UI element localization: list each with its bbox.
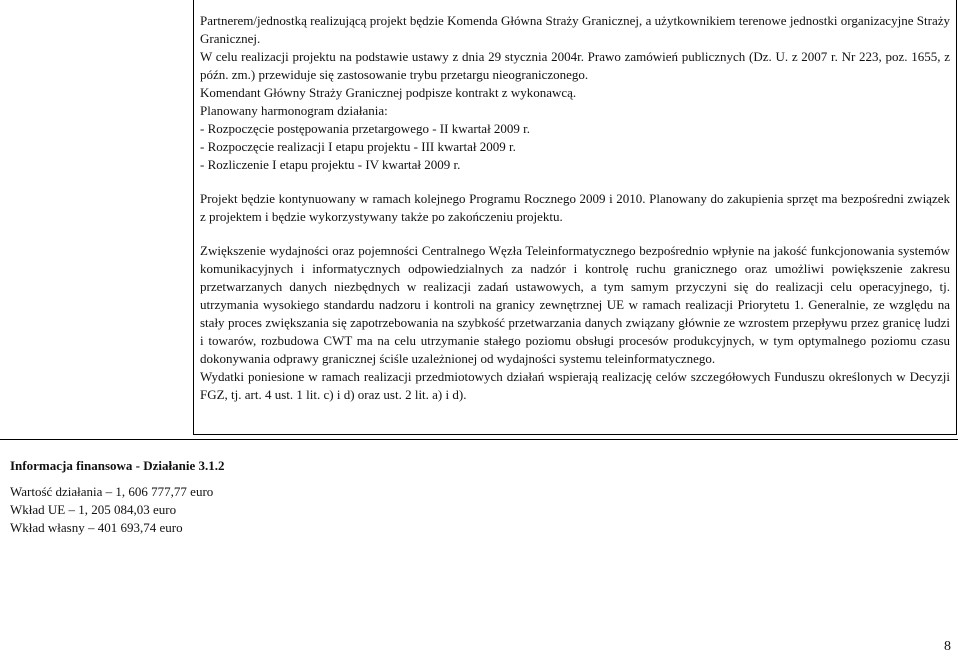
- paragraph-efficiency: Zwiększenie wydajności oraz pojemności Centralnego Węzła Teleinformatycznego bezpośrednio wpłynie na jakość funkcjonowania systemów komunikacyjnych i informatycznych odpowiedzialnych za nadzór i kontrolę ruchu granicznego oraz umożliwi powiększenie zakresu przetwarzanych danych niezbędnych w realizacji zadań ustawowych, a tym samym przyczyni się do realizacji celu operacyjnego, tj. utrzymania wysokiego standardu nadzoru i kontroli na granicy zewnętrznej UE w ramach realizacji Priorytetu 1. Generalnie, ze względu na stały proces zwiększania się zapotrzebowania na szybkość przetwarzania danych związany głównie ze wzrostem przepływu przez granicę ludzi i towarów, rozbudowa CWT ma na celu utrzymanie stałego poziomu obsługi procesów produkcyjnych, w tym optymalnego poziomu czasu dokonywania odprawy granicznej ściśle uzależnionej od wydajności systemu teleinformatycznego.: [200, 243, 950, 366]
- financial-info: [10, 457, 360, 537]
- spacer: [200, 226, 950, 242]
- action-value: Wartość działania – 1, 606 777,77 euro: [10, 484, 214, 499]
- spacer: [200, 174, 950, 190]
- paragraph-procurement: W celu realizacji projektu na podstawie ustawy z dnia 29 stycznia 2004r. Prawo zamówień publicznych (Dz. U. z 2007 r. Nr 223, poz. 1655, z późn. zm.) przewiduje się zastosowanie trybu przetargu nieograniczonego.: [200, 49, 950, 82]
- spacer: [10, 475, 360, 483]
- financial-info-header: Informacja finansowa - Działanie 3.1.2: [10, 458, 225, 473]
- eu-contribution: Wkład UE – 1, 205 084,03 euro: [10, 502, 177, 517]
- paragraph-continuation: Projekt będzie kontynuowany w ramach kolejnego Programu Rocznego 2009 i 2010. Planowany do zakupienia sprzęt ma bezpośredni związek z projektem i będzie wykorzystywany także po zakończeniu projektu.: [200, 191, 950, 224]
- main-content: [200, 12, 950, 404]
- section-divider: [0, 439, 958, 440]
- page-number: 8: [944, 639, 951, 654]
- paragraph-expenses: Wydatki poniesione w ramach realizacji przedmiotowych działań wspierają realizację celów szczegółowych Funduszu określonych w Decyzji FGZ, tj. art. 4 ust. 1 lit. c) i d) oraz ust. 2 lit. a) i d).: [200, 369, 950, 402]
- schedule-item: - Rozpoczęcie realizacji I etapu projektu - III kwartał 2009 r.: [200, 139, 516, 154]
- paragraph-partner: Partnerem/jednostką realizującą projekt będzie Komenda Główna Straży Granicznej, a użytkownikiem terenowe jednostki organizacyjne Straży Granicznej.: [200, 13, 950, 46]
- schedule-title: Planowany harmonogram działania:: [200, 103, 388, 118]
- schedule-item: - Rozpoczęcie postępowania przetargowego - II kwartał 2009 r.: [200, 121, 531, 136]
- own-contribution: Wkład własny – 401 693,74 euro: [10, 520, 183, 535]
- paragraph-contract: Komendant Główny Straży Granicznej podpisze kontrakt z wykonawcą.: [200, 85, 577, 100]
- schedule-item: - Rozliczenie I etapu projektu - IV kwartał 2009 r.: [200, 157, 461, 172]
